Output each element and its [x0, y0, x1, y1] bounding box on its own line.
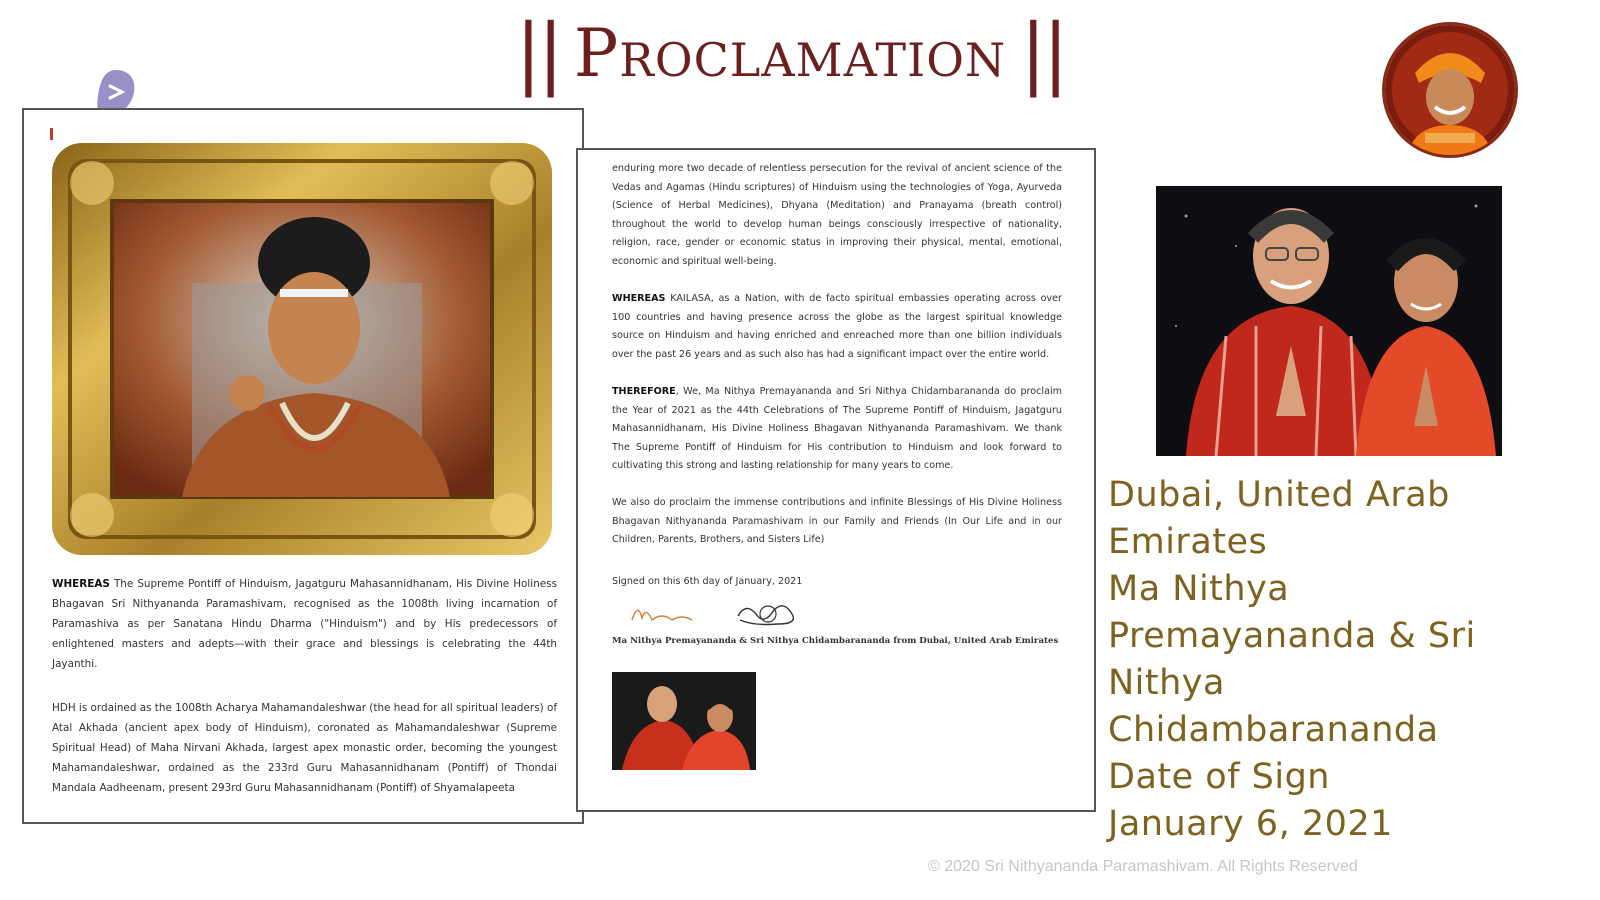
title-right-bars: || [1020, 8, 1065, 98]
blessings-paragraph: We also do proclaim the immense contributions and infinite Blessings of His Divine Holiness Bhagavan Nithyananda Paramashivam in our Family and Friends (In Our Life and in our Children, Parents, Brothers, and Sisters Life) [612, 497, 1062, 545]
whereas-paragraph-1 [52, 574, 557, 674]
caption-line: Emirates [1108, 522, 1268, 562]
persecution-paragraph: enduring more two decade of relentless persecution for the revival of ancient science of the Vedas and Agamas (Hindu scriptures) of Hinduism using the technologies of Yoga, Ayurveda (Science of Herbal Medicines), Dhyana (Meditation) and Pranayama (breath control) throughout the world to develop human beings consciously irrespective of nationality, religion, race, gender or economic status in improving their physical, mental, emotional, economic and spiritual well-being. [612, 163, 1062, 267]
whereas-label: WHEREAS [52, 578, 110, 590]
avatar [1382, 22, 1518, 158]
location-and-date-caption [1108, 472, 1578, 848]
caption-line: Dubai, United Arab [1108, 475, 1450, 515]
signatures [628, 598, 808, 632]
signature-names: Ma Nithya Premayananda & Sri Nithya Chidambarananda from Dubai, United Arab Emirates [612, 636, 1059, 646]
whereas-text: The Supreme Pontiff of Hinduism, Jagatguru Mahasannidhanam, His Divine Holiness Bhagavan Sri Nithyananda Paramashivam, recognised as the 1008th living incarnation of Paramashiva as per Sanatana Hindu Dharma ("Hinduism") and by His predecessors of enlightened masters and adepts—with their grace and blessings is celebrating the 44th Jayanthi. [52, 578, 557, 670]
title-left-bars: || [515, 8, 560, 98]
kailasa-paragraph [612, 290, 1062, 364]
caption-line: Nithya [1108, 663, 1225, 703]
caption-line: Ma Nithya [1108, 569, 1290, 609]
page-title [450, 8, 1130, 98]
page-marker [50, 128, 53, 140]
title-text: Proclamation [573, 14, 1007, 92]
caption-line: Premayananda & Sri [1108, 616, 1476, 656]
caption-line: January 6, 2021 [1108, 804, 1393, 844]
therefore-paragraph [612, 383, 1062, 476]
signed-date: Signed on this 6th day of January, 2021 [612, 576, 803, 587]
couple-thumbnail [612, 672, 756, 770]
ordination-paragraph: HDH is ordained as the 1008th Acharya Mahamandaleshwar (the head for all spiritual leaders) of Atal Akhada (ancient apex body of Hinduism), coronated as Mahamandaleshwar (Supreme Spiritual Head) of Maha Nirvani Akhada, largest apex monastic order, becoming the youngest Mahamandaleshwar, ordained as the 233rd Guru Mahasannidhanam (Pontiff) of Thondai Mandala Aadheenam, present 293rd Guru Mahasannidhanam (Pontiff) of Shyamalapeeta [52, 702, 557, 794]
therefore-label: THEREFORE [612, 386, 676, 397]
caption-line: Date of Sign [1108, 757, 1330, 797]
caption-line: Chidambarananda [1108, 710, 1439, 750]
copyright-footer: © 2020 Sri Nithyananda Paramashivam. All Rights Reserved [928, 858, 1358, 875]
couple-photo [1156, 186, 1502, 456]
framed-portrait [52, 143, 552, 555]
whereas-label: WHEREAS [612, 293, 666, 304]
kailasa-text: KAILASA, as a Nation, with de facto spiritual embassies operating across over 100 countries and having presence across the globe as the largest spiritual knowledge source on Hinduism and having enriched and enreached more than one billion individuals over the past 26 years and as such also has had a significant impact over the entire world. [612, 293, 1062, 360]
therefore-text: , We, Ma Nithya Premayananda and Sri Nithya Chidambarananda do proclaim the Year of 2021 as the 44th Celebrations of The Supreme Pontiff of Hinduism, Jagatguru Mahasannidhanam, His Divine Holiness Bhagavan Nithyananda Paramashivam. We thank The Supreme Pontiff of Hinduism for His contribution to Hinduism and look forward to cultivating this strong and lasting relationship for many years to come. [612, 386, 1062, 471]
